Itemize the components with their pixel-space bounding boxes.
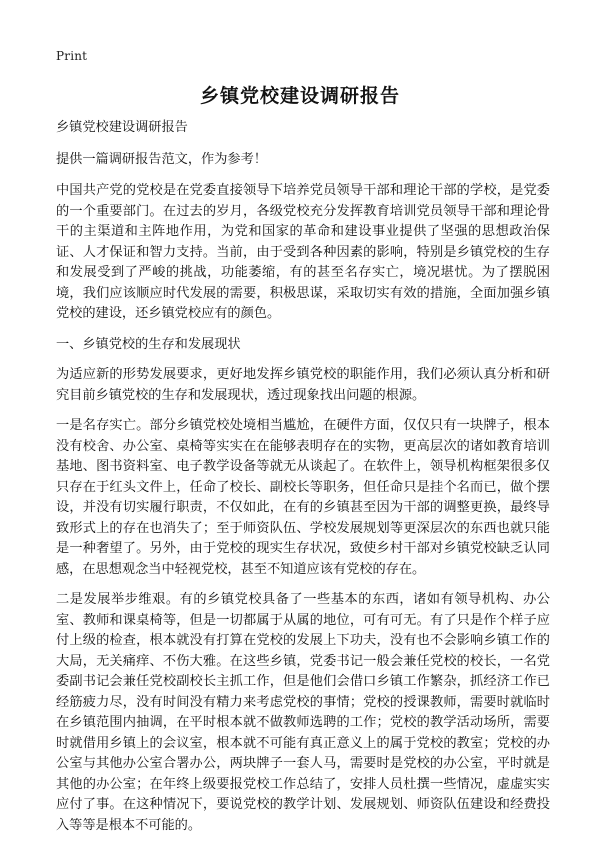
paragraph-analysis: 为适应新的形势发展要求，更好地发挥乡镇党校的职能作用，我们必须认真分析和研究目前乡镇党校的生存和发展现状，透过现象找出问题的根源。 [56, 367, 550, 403]
paragraph-point-two: 二是发展举步维艰。有的乡镇党校具备了一些基本的东西，诸如有领导机构、办公室、教师和课桌椅等，但是一切都属于从属的地位，可有可无。有了只是作个样子应付上级的检查，根本就没有打算在党校的发展上下功夫，没有也不会影响乡镇工作的大局，无关痛痒、不伤大雅。在这些乡镇，党委书记一般会兼任党校的校长，一名党委副书记会兼任党校副校长主抓工作，但是他们会借口乡镇工作繁杂，抓经济工作已经筋疲力尽，没有时间没有精力来考虑党校的事情；党校的授课教师，需要时就临时在乡镇范围内抽调，在平时根本就不做教师选聘的工作；党校的教学活动场所，需要时就借用乡镇上的会议室，根本就不可能有真正意义上的属于党校的教室；党校的办公室与其他办公室合署办公，两块牌子一套人马，需要时是党校的办公室，平时就是其他的办公室；在年终上级要报党校工作总结了，安排人员杜撰一些情况，虚虚实实应付了事。在这种情况下，要说党校的教学计划、发展规划、师资队伍建设和经费投入等等是根本不可能的。 [56, 592, 550, 833]
print-label: Print [56, 49, 88, 63]
section-heading: 一、乡镇党校的生存和发展现状 [56, 336, 241, 352]
document-subtitle: 乡镇党校建设调研报告 [56, 120, 188, 135]
document-body [56, 118, 550, 846]
paragraph-point-one: 一是名存实亡。部分乡镇党校处境相当尴尬，在硬件方面，仅仅只有一块牌子，根本没有校舍、办公室、桌椅等实实在在能够表明存在的实物，更高层次的诸如教育培训基地、图书资料室、电子教学设备等就无从谈起了。在软件上，领导机构框架很多仅只存在于红头文件上，任命了校长、副校长等职务，但任命只是挂个名而已，做个摆设，并没有切实履行职责，不仅如此，在有的乡镇甚至因为干部的调整更换，最终导致形式上的存在也消失了；至于师资队伍、学校发展规划等更深层次的东西也就只能是一种奢望了。另外，由于党校的现实生存状况，致使乡村干部对乡镇党校缺乏认同感，在思想观念当中轻视党校，甚至不知道应该有党校的存在。 [56, 418, 550, 577]
document-title: 乡镇党校建设调研报告 [199, 85, 400, 107]
document-intro: 提供一篇调研报告范文，作为参考！ [56, 151, 267, 167]
paragraph-overview: 中国共产党的党校是在党委直接领导下培养党员领导干部和理论干部的学校，是党委的一个重要部门。在过去的岁月，各级党校充分发挥教育培训党员领导干部和理论骨干的主渠道和主阵地作用，为党和国家的革命和建设事业提供了坚强的思想政治保证、人才保证和智力支持。当前，由于受到各种因素的影响，特别是乡镇党校的生存和发展受到了严峻的挑战，功能萎缩，有的甚至名存实亡，境况堪忧。为了摆脱困境，我们应该顺应时代发展的需要，积极思谋，采取切实有效的措施，全面加强乡镇党校的建设，还乡镇党校应有的颜色。 [56, 183, 550, 321]
